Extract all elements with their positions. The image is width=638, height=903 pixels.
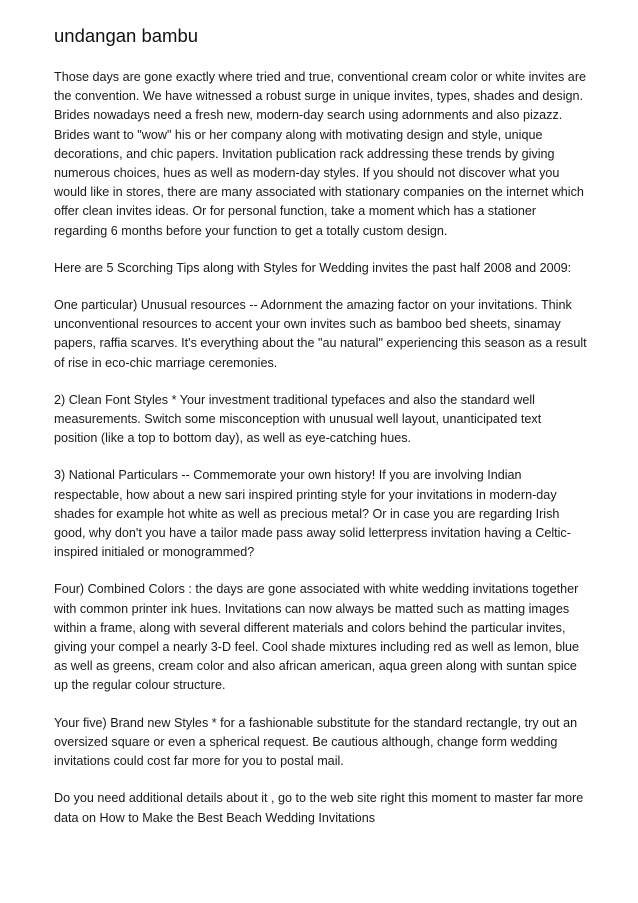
document-title: undangan bambu: [54, 25, 199, 46]
tip-1-paragraph: One particular) Unusual resources -- Adornment the amazing factor on your invitations. Think unconventional resources to accent your own invites such as bamboo bed sheets, sinamay papers, raffia scarves. It's everything about the "au natural" experiencing this season as a result of rise in eco-chic marriage ceremonies.: [54, 298, 587, 370]
intro-paragraph: Those days are gone exactly where tried and true, conventional cream color or white invites are the convention. We have witnessed a robust surge in unique invites, types, shades and design. Brides nowadays need a fresh new, modern-day search using adornments and also pizazz. Brides want to "wow" his or her company along with motivating design and style, unique decorations, and chic papers. Invitation publication rack addressing these trends by giving numerous choices, hues as well as modern-day styles. If you should not discover what you would like in stores, there are many associated with stationary companies on the internet which offer clean invites ideas. Or for personal function, take a moment which has a stationer regarding 6 months before your function to get a totally custom design.: [54, 70, 587, 238]
closing-paragraph: Do you need additional details about it , go to the web site right this moment to master far more data on How to Make the Best Beach Wedding Invitations: [54, 791, 584, 825]
tip-2-paragraph: 2) Clean Font Styles * Your investment traditional typefaces and also the standard well measurements. Switch some misconception with unusual well layout, unanticipated text position (like a top to bottom day), as well as eye-catching hues.: [54, 392, 542, 446]
document-page: [54, 24, 588, 846]
tip-4-paragraph: Four) Combined Colors : the days are gone associated with white wedding invitations together with common printer ink hues. Invitations can now always be matted such as matting images within a frame, along with several different materials and colors behind the particular invites, giving your compel a nearly 3-D feel. Cool shade mixtures including red as well as lemon, blue as well as greens, cream color and also african american, aqua green along with suntan spice up the regular colour structure.: [54, 582, 580, 693]
tip-3-paragraph: 3) National Particulars -- Commemorate your own history! If you are involving Indian respectable, how about a new sari inspired printing style for your invitations in modern-day shades for example hot white as well as precious metal? Or in case you are regarding Irish good, why don't you have a tailor made pass away solid letterpress invitation having a Celtic-inspired initialed or monogrammed?: [54, 468, 571, 560]
tip-5-paragraph: Your five) Brand new Styles * for a fashionable substitute for the standard rectangle, try out an oversized square or even a spherical request. Be cautious although, change form wedding invitations could cost far more for you to postal mail.: [54, 715, 578, 769]
tips-intro-paragraph: Here are 5 Scorching Tips along with Styles for Wedding invites the past half 2008 and 2009:: [54, 260, 572, 275]
